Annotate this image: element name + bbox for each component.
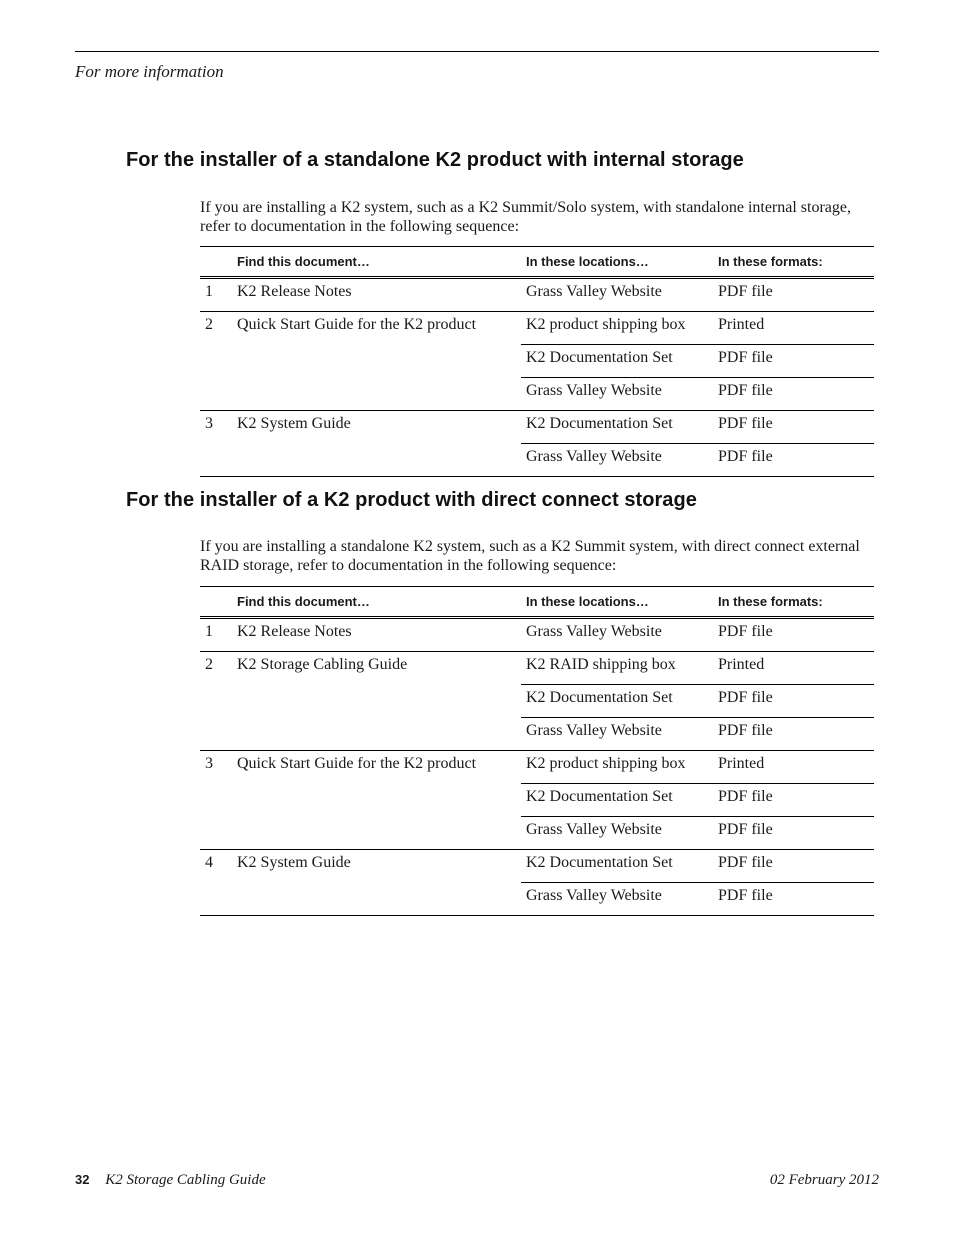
cell-doc [237,378,521,411]
cell-num [200,685,237,718]
cell-num: 3 [200,411,237,444]
cell-doc [237,718,521,751]
cell-fmt: PDF file [713,378,874,411]
cell-loc: Grass Valley Website [526,283,662,300]
cell-doc: K2 Storage Cabling Guide [237,652,521,685]
cell-fmt: Printed [713,751,874,784]
table-row [200,817,874,850]
cell-num [200,718,237,751]
cell-loc: Grass Valley Website [526,623,662,640]
cell-num: 4 [200,850,237,883]
cell-fmt: PDF file [713,718,874,751]
cell-loc: Grass Valley Website [521,378,713,411]
table-header-row [200,247,874,278]
cell-fmt: PDF file [713,883,874,916]
cell-doc [237,784,521,817]
cell-num: 2 [200,652,237,685]
cell-doc: K2 System Guide [237,411,521,444]
cell-doc [237,444,521,477]
header-find-document: Find this document… [237,247,521,278]
section-intro-direct-connect-storage: If you are installing a standalone K2 system, such as a K2 Summit system, with direct connect external RAID storage, refer to documentation in the following sequence: [200,538,860,574]
table-row [200,685,874,718]
table-row [200,345,874,378]
table-header-row [200,587,874,618]
table-row [200,444,874,477]
cell-loc: Grass Valley Website [521,817,713,850]
document-sequence-table-internal-storage [200,246,874,477]
table-row [200,883,874,916]
cell-num: 3 [200,751,237,784]
header-num [200,587,237,618]
header-locations: In these locations… [521,587,713,618]
cell-doc [237,883,521,916]
header-rule [75,51,879,52]
cell-loc: K2 RAID shipping box [521,652,713,685]
cell-doc: K2 Release Notes [237,623,352,640]
cell-fmt: PDF file [713,850,874,883]
cell-doc [237,685,521,718]
section-heading-internal-storage: For the installer of a standalone K2 product with internal storage [126,149,744,171]
cell-doc [237,345,521,378]
cell-fmt: PDF file [718,283,773,300]
table-row [200,652,874,685]
cell-fmt: PDF file [713,411,874,444]
cell-loc: K2 Documentation Set [521,850,713,883]
cell-doc: Quick Start Guide for the K2 product [237,751,521,784]
cell-fmt: PDF file [713,784,874,817]
table-row [200,278,874,312]
cell-num: 1 [205,623,213,640]
cell-loc: Grass Valley Website [521,883,713,916]
running-head: For more information [75,62,224,81]
document-sequence-table-direct-connect-storage [200,586,874,916]
cell-loc: K2 Documentation Set [521,685,713,718]
table-row [200,618,874,652]
cell-fmt: PDF file [713,444,874,477]
cell-doc: Quick Start Guide for the K2 product [237,312,521,345]
header-find-document: Find this document… [237,587,521,618]
cell-doc: K2 System Guide [237,850,521,883]
table-row [200,378,874,411]
header-num [200,247,237,278]
cell-loc: K2 product shipping box [521,312,713,345]
cell-fmt: PDF file [713,345,874,378]
cell-doc [237,817,521,850]
cell-num: 2 [200,312,237,345]
cell-num [200,784,237,817]
cell-fmt: PDF file [713,817,874,850]
table-row [200,784,874,817]
cell-loc: K2 Documentation Set [521,345,713,378]
page-footer [75,1172,879,1189]
header-formats: In these formats: [713,587,874,618]
cell-loc: Grass Valley Website [521,444,713,477]
cell-loc: K2 product shipping box [521,751,713,784]
section-intro-internal-storage: If you are installing a K2 system, such as a K2 Summit/Solo system, with standalone internal storage, refer to documentation in the following sequence: [200,199,852,235]
cell-loc: Grass Valley Website [521,718,713,751]
cell-num: 1 [205,283,213,300]
cell-doc: K2 Release Notes [237,283,352,300]
footer-date: 02 February 2012 [769,1172,879,1188]
header-locations: In these locations… [521,247,713,278]
table-row [200,411,874,444]
cell-num [200,345,237,378]
cell-fmt: PDF file [718,623,773,640]
table-row [200,312,874,345]
cell-num [200,378,237,411]
header-formats: In these formats: [713,247,874,278]
cell-num [200,883,237,916]
footer-document-title: K2 Storage Cabling Guide [105,1172,266,1188]
table-row [200,850,874,883]
section-heading-direct-connect-storage: For the installer of a K2 product with direct connect storage [126,489,697,511]
cell-loc: K2 Documentation Set [521,784,713,817]
page-number: 32 [75,1172,90,1187]
cell-num [200,444,237,477]
table-row [200,718,874,751]
cell-fmt: Printed [713,312,874,345]
cell-num [200,817,237,850]
cell-loc: K2 Documentation Set [521,411,713,444]
table-row [200,751,874,784]
cell-fmt: PDF file [713,685,874,718]
cell-fmt: Printed [713,652,874,685]
